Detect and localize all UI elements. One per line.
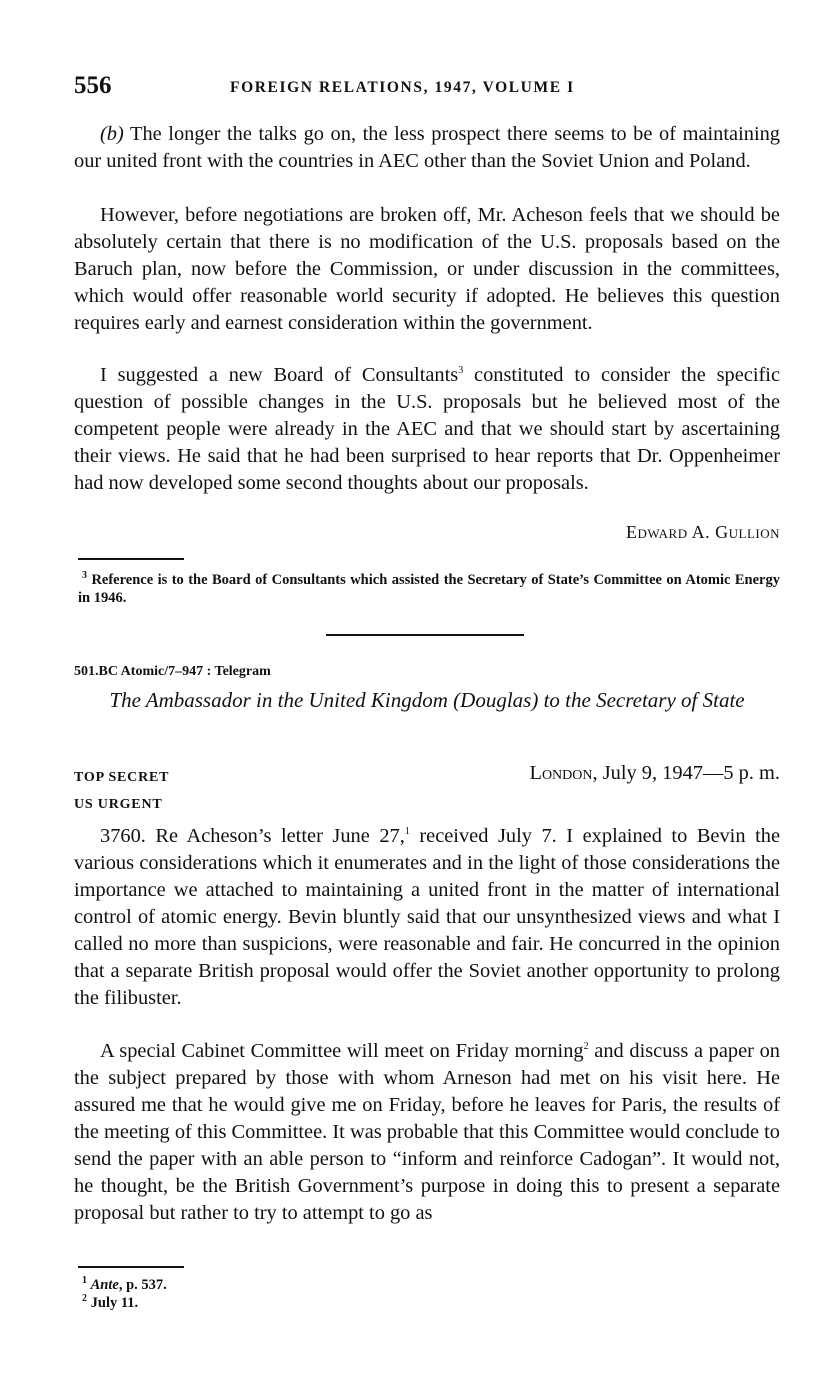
classification-urgent: US URGENT xyxy=(74,797,163,812)
telegram-paragraph-2 xyxy=(74,1038,780,1227)
footnote-1-marker: 1 xyxy=(82,1275,87,1287)
footnote-divider-bottom xyxy=(78,1266,184,1268)
dateline-rest: , July 9, 1947—5 p. m. xyxy=(592,762,780,784)
footnote-divider xyxy=(78,558,184,560)
tel-para1-start: 3760. Re Acheson’s letter June 27, xyxy=(100,825,405,847)
paragraph-b xyxy=(74,121,780,175)
document-title xyxy=(74,686,780,714)
para-b-text: The longer the talks go on, the less prospect there seems to be of maintaining our united front with the countries in AEC other than the Soviet Union and Poland. xyxy=(74,123,780,172)
footnote-2-text: July 11. xyxy=(87,1295,139,1311)
dateline-place: London xyxy=(529,762,593,784)
tel-para2-start: A special Cabinet Committee will meet on Friday morning xyxy=(100,1040,584,1062)
footnote-2-marker: 2 xyxy=(82,1293,87,1305)
running-head: FOREIGN RELATIONS, 1947, VOLUME I xyxy=(230,79,575,96)
title-part-1: The Ambassador in the United Kingdom ( xyxy=(109,688,461,712)
footnote-3-text: Reference is to the Board of Consultants which assisted the Secretary of State’s Committee on Atomic Energy in 1946. xyxy=(78,572,780,606)
footnote-1-text: , p. 537. xyxy=(118,1277,167,1293)
dateline xyxy=(529,762,780,785)
paragraph-however: However, before negotiations are broken off, Mr. Acheson feels that we should be absolutely certain that there is no modification of the U.S. proposals based on the Baruch plan, now before the Commission, or under discussion in the committees, which would offer reasonable world security if adopted. He believes this question requires early and earnest consideration within the government. xyxy=(74,204,780,334)
para-suggest-start: I suggested a new Board of Consultants xyxy=(100,364,459,386)
page-number: 556 xyxy=(74,72,112,99)
telegram-paragraph-1 xyxy=(74,823,780,1012)
footnotes-bottom xyxy=(82,1276,167,1312)
signature: Edward A. Gullion xyxy=(625,522,780,542)
footnote-1 xyxy=(82,1276,167,1294)
page-header xyxy=(74,72,780,106)
title-name: Douglas xyxy=(460,688,532,712)
section-divider xyxy=(326,634,524,636)
title-part-2: ) to the Secretary of State xyxy=(531,688,745,712)
paragraph-suggest xyxy=(74,362,780,497)
footnote-1-italic: Ante xyxy=(90,1277,119,1293)
tel-para2-end: and discuss a paper on the subject prepared by those with whom Arneson had met on his visit here. He assured me that he would give me on Friday, before he leaves for Paris, the results of the meeting of this Committee. It was probable that this Committee would conclude to send the paper with an able person to “inform and reinforce Cadogan”. It would not, he thought, be the British Government’s purpose in doing this to present a separate proposal but rather to try to attempt to go as xyxy=(74,1040,780,1224)
footnote-3-marker: 3 xyxy=(82,570,87,582)
para-suggest-end: constituted to consider the specific question of possible changes in the U.S. proposals but he believed most of the competent people were already in the AEC and that we should start by ascertaining their views. He said that he had been surprised to hear reports that Dr. Oppenheimer had now developed some second thoughts about our proposals. xyxy=(74,364,781,494)
footnote-3 xyxy=(78,571,780,607)
file-reference: 501.BC Atomic/7–947 : Telegram xyxy=(74,664,271,679)
footnote-ref-3: 3 xyxy=(458,365,464,377)
classification-top-secret: TOP SECRET xyxy=(74,770,170,785)
footnote-ref-1: 1 xyxy=(404,826,410,838)
para-b-label: (b) xyxy=(100,123,124,145)
tel-para1-end: received July 7. I explained to Bevin the various considerations which it enumerates and in the light of those considerations the importance we attached to maintaining a united front in the matter of international control of atomic energy. Bevin bluntly said that our unsynthesized views and what I called no more than suspicions, were reasonable and fair. He concurred in the opinion that a separate British proposal would offer the Soviet another opportunity to prolong the filibuster. xyxy=(74,825,780,1009)
footnote-ref-2: 2 xyxy=(583,1041,589,1053)
footnote-2 xyxy=(82,1294,167,1312)
